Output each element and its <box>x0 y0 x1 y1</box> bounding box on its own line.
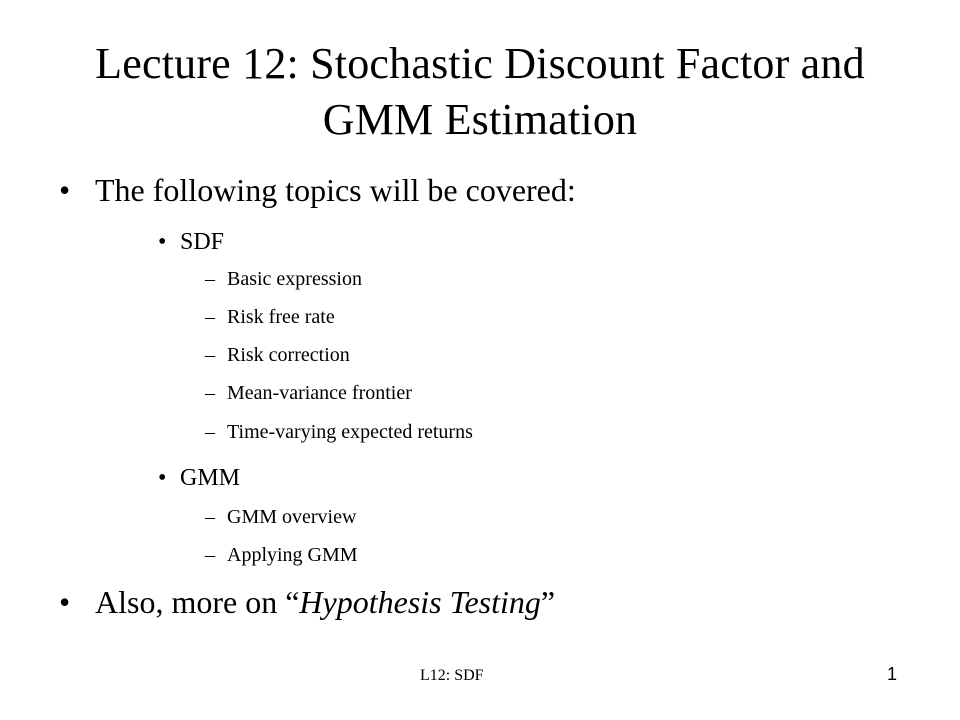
slide-title-line-1: Lecture 12: Stochastic Discount Factor and <box>95 39 865 88</box>
slide-title <box>40 36 920 148</box>
list-item-text: Basic expression <box>227 268 362 290</box>
list-item-text: Time-varying expected returns <box>227 421 473 443</box>
bullet-dot: • <box>158 229 167 255</box>
bullet-dot: • <box>59 584 71 620</box>
bullet-topics-intro <box>59 172 576 209</box>
list-item-mean-variance-frontier <box>205 382 412 405</box>
list-item-risk-correction <box>205 344 350 367</box>
section-gmm <box>158 465 241 492</box>
bullet-text-italic: Hypothesis Testing <box>299 584 541 620</box>
list-item-risk-free-rate <box>205 306 335 329</box>
list-item-text: Risk free rate <box>227 306 335 328</box>
list-item-applying-gmm <box>205 544 358 567</box>
dash-icon: – <box>205 268 215 290</box>
dash-icon: – <box>205 382 215 404</box>
dash-icon: – <box>205 544 215 566</box>
dash-icon: – <box>205 421 215 443</box>
list-item-text: Mean-variance frontier <box>227 382 412 404</box>
page-number: 1 <box>887 664 898 684</box>
section-label: GMM <box>180 465 241 491</box>
list-item-text: Applying GMM <box>227 544 358 566</box>
bullet-dot: • <box>158 465 167 491</box>
section-label: SDF <box>180 229 225 255</box>
dash-icon: – <box>205 506 215 528</box>
bullet-text-prefix: Also, more on “ <box>95 584 300 620</box>
list-item-gmm-overview <box>205 506 357 529</box>
bullet-text: The following topics will be covered: <box>95 172 576 208</box>
bullet-dot: • <box>59 172 71 208</box>
bullet-text-suffix: ” <box>540 584 556 620</box>
section-sdf <box>158 229 225 256</box>
list-item-text: GMM overview <box>227 506 357 528</box>
dash-icon: – <box>205 344 215 366</box>
footer-label: L12: SDF <box>420 667 484 684</box>
list-item-time-varying-returns <box>205 421 473 444</box>
slide-title-line-2: GMM Estimation <box>322 95 638 144</box>
list-item-text: Risk correction <box>227 344 350 366</box>
dash-icon: – <box>205 306 215 328</box>
bullet-hypothesis-testing <box>59 584 556 621</box>
list-item-basic-expression <box>205 268 362 291</box>
